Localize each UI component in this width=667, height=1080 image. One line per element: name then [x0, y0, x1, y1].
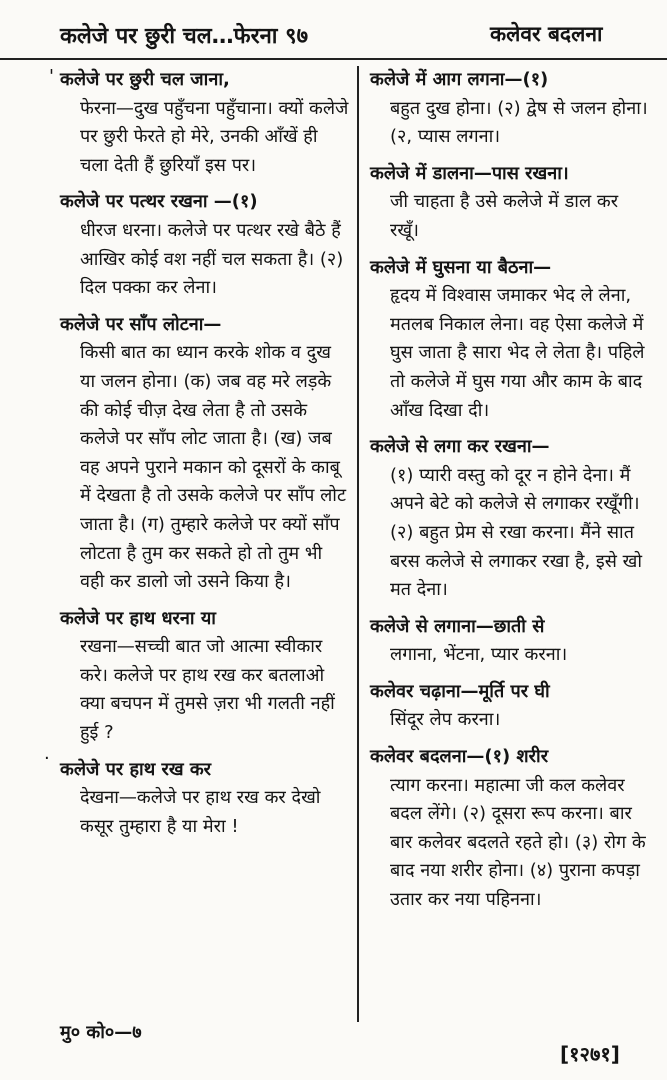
entry-headword: कलेजे पर पत्थर रखना —(१) [60, 191, 258, 213]
right-column [370, 66, 650, 923]
dictionary-entry [370, 678, 650, 735]
page-number: [१२७१] [560, 1042, 620, 1066]
dictionary-entry [370, 743, 650, 915]
entry-headword: कलेजे में आग लगना—(१) [370, 69, 549, 90]
running-head-right: कलेवर बदलना [490, 22, 603, 46]
entry-headword: कलेजे पर छुरी चल जाना, [60, 69, 230, 90]
dictionary-entry [370, 66, 650, 152]
dictionary-entry [60, 756, 350, 842]
entry-definition: सिंदूर लेप करना। [390, 709, 501, 731]
entry-headword: कलेवर बदलना—(१) शरीर [370, 746, 549, 768]
running-head-left: कलेजे पर छुरी चल…फेरना ९७ [60, 24, 309, 49]
entry-definition: जी चाहता है उसे कलेजे में डाल कर रखूँ। [390, 191, 619, 241]
dictionary-entry [60, 66, 350, 180]
margin-mark: · [44, 748, 50, 769]
entry-definition: धीरज धरना। कलेजे पर पत्थर रखे बैठे हैं आखिर कोई वश नहीं चल सकता है। (२) दिल पक्का कर लेना। [80, 219, 344, 299]
entry-definition: त्याग करना। महात्मा जी कल कलेवर बदल लेंगे। (२) दूसरा रूप करना। बार बार कलेवर बदलते रहते हो। (३) रोग के बाद नया शरीर होना। (४) पुराना कपड़ा उतार कर नया पहिनना। [390, 774, 646, 911]
entry-definition: फेरना—दुख पहुँचना पहुँचाना। क्यों कलेजे पर छुरी फेरते हो मेरे, उनकी आँखें ही चला देती हैं छुरियाँ इस पर। [80, 97, 349, 176]
dictionary-entry [370, 160, 650, 246]
entry-definition: बहुत दुख होना। (२) द्वेष से जलन होना। (२, प्यास लगना। [390, 97, 648, 148]
entry-definition: देखना—कलेजे पर हाथ रख कर देखो कसूर तुम्हारा है या मेरा ! [80, 787, 321, 837]
dictionary-entry [60, 188, 350, 302]
entry-headword: कलेजे पर साँप लोटना— [60, 313, 222, 335]
column-divider [357, 66, 359, 1022]
dictionary-entry [370, 254, 650, 426]
dictionary-entry [370, 433, 650, 605]
entry-headword: कलेजे से लगा कर रखना— [370, 436, 550, 458]
entry-headword: कलेवर चढ़ाना—मूर्ति पर घी [370, 680, 550, 702]
entry-headword: कलेजे में डालना—पास रखना। [370, 162, 569, 184]
page-header [0, 0, 667, 60]
entry-definition: किसी बात का ध्यान करके शोक व दुख या जलन होना। (क) जब वह मरे लड़के की कोई चीज़ देख लेता है तो उसके कलेजे पर साँप लोट जाता है। (ख) जब वह अपने पुराने मकान को दूसरों के काबू में देखता है तो उसके कलेजे पर साँप लोट जाता है। (ग) तुम्हारे कलेजे पर क्यों साँप लोटता है तुम कर सकते हो तो तुम भी वही कर डालो जो उसने किया है। [80, 342, 347, 593]
entry-definition: हृदय में विश्वास जमाकर भेद ले लेना, मतलब निकाल लेना। वह ऐसा कलेजे में घुस जाता है सारा भेद ले लेता है। पहिले तो कलेजे में घुस गया और काम के बाद आँख दिखा दी। [390, 285, 645, 421]
signature-mark: मु० को०—७ [60, 1022, 142, 1043]
left-column [60, 66, 350, 849]
entry-headword: कलेजे में घुसना या बैठना— [370, 256, 552, 278]
dictionary-entry [60, 311, 350, 597]
entry-headword: कलेजे पर हाथ धरना या [60, 607, 216, 629]
entry-headword: कलेजे से लगाना—छाती से [370, 615, 545, 637]
dictionary-entry [370, 613, 650, 670]
dictionary-entry [60, 605, 350, 748]
entry-headword: कलेजे पर हाथ रख कर [60, 758, 212, 780]
margin-mark: ' [49, 66, 54, 87]
entry-definition: रखना—सच्ची बात जो आत्मा स्वीकार करे। कलेजे पर हाथ रख कर बतलाओ क्या बचपन में तुमसे ज़रा भी गलती नहीं हुई ? [80, 636, 335, 744]
entry-definition: लगाना, भेंटना, प्यार करना। [390, 644, 568, 666]
entry-definition: (१) प्यारी वस्तु को दूर न होने देना। मैं अपने बेटे को कलेजे से लगाकर रखूँगी। (२) बहुत प्रेम से रखा करना। मैंने सात बरस कलेजे से लगाकर रखा है, इसे खो मत देना। [390, 464, 643, 601]
